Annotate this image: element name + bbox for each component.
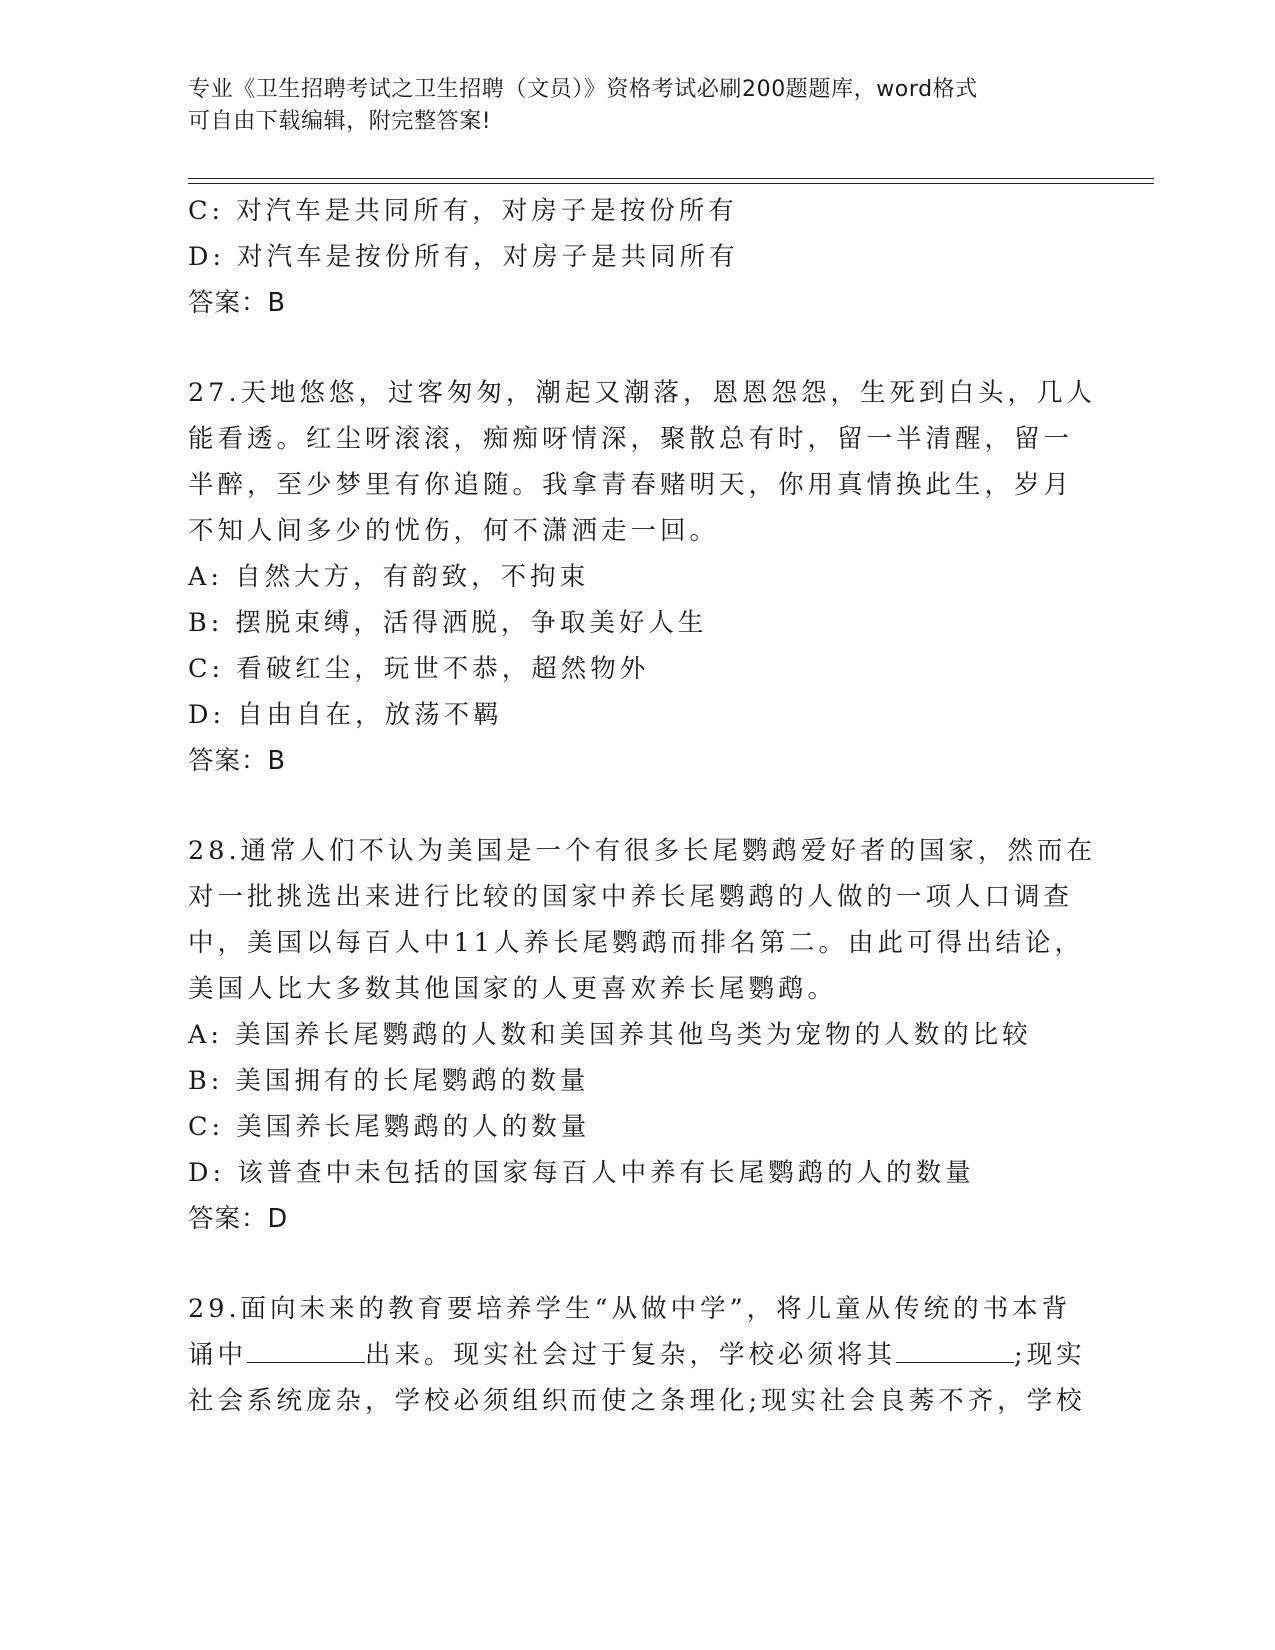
question-26-tail	[188, 188, 1088, 326]
document-header	[188, 74, 1068, 138]
stem-text: ;现实	[1014, 1340, 1086, 1370]
stem-line: 美国人比大多数其他国家的人更喜欢养长尾鹦鹉。	[188, 974, 838, 1004]
option-c: C: 对汽车是共同所有，对房子是按份所有	[188, 196, 738, 226]
question-28	[188, 828, 1097, 1242]
question-stem	[188, 370, 1097, 554]
stem-line: 能看透。红尘呀滚滚，痴痴呀情深，聚散总有时，留一半清醒，留一	[188, 424, 1074, 454]
option-d: D: 自由自在，放荡不羁	[188, 700, 503, 730]
answer-label: 答案：B	[188, 746, 286, 776]
option-d: D: 该普查中未包括的国家每百人中养有长尾鹦鹉的人的数量	[188, 1158, 975, 1188]
option-a: A: 自然大方，有韵致，不拘束	[188, 562, 590, 592]
option-b: B: 美国拥有的长尾鹦鹉的数量	[188, 1066, 590, 1096]
question-27	[188, 370, 1097, 784]
stem-line: 对一批挑选出来进行比较的国家中养长尾鹦鹉的人做的一项人口调查	[188, 882, 1074, 912]
stem-line: 29.面向未来的教育要培养学生“从做中学”，将儿童从传统的书本背	[188, 1294, 1072, 1324]
header-title-line-1: 专业《卫生招聘考试之卫生招聘（文员）》资格考试必刷200题题库，word格式	[188, 77, 978, 102]
option-a: A: 美国养长尾鹦鹉的人数和美国养其他鸟类为宠物的人数的比较	[188, 1020, 1032, 1050]
question-list	[188, 188, 1097, 1424]
stem-text: 出来。现实社会过于复杂，学校必须将其	[365, 1340, 897, 1370]
spacer	[188, 784, 1088, 828]
question-29	[188, 1286, 1088, 1424]
option-c: C: 美国养长尾鹦鹉的人的数量	[188, 1112, 591, 1142]
option-c: C: 看破红尘，玩世不恭，超然物外	[188, 654, 650, 684]
spacer	[188, 326, 1088, 370]
header-divider-top	[188, 178, 1154, 179]
fill-blank-2	[896, 1336, 1014, 1363]
question-stem	[188, 1286, 1088, 1424]
answer-label: 答案：B	[188, 288, 286, 318]
stem-text: 诵中	[188, 1340, 248, 1370]
option-b: B: 摆脱束缚，活得洒脱，争取美好人生	[188, 608, 708, 638]
answer-label: 答案：D	[188, 1204, 289, 1234]
stem-line: 不知人间多少的忧伤，何不潇洒走一回。	[188, 516, 720, 546]
stem-line: 半醉，至少梦里有你追随。我拿青春赌明天，你用真情换此生，岁月	[188, 470, 1074, 500]
header-divider-bottom	[188, 183, 1154, 184]
header-title-line-2: 可自由下载编辑，附完整答案!	[188, 109, 492, 134]
question-stem	[188, 828, 1097, 1012]
stem-line: 28.通常人们不认为美国是一个有很多长尾鹦鹉爱好者的国家，然而在	[188, 836, 1097, 866]
stem-line: 社会系统庞杂，学校必须组织而使之条理化;现实社会良莠不齐，学校	[188, 1386, 1086, 1416]
stem-line: 27.天地悠悠，过客匆匆，潮起又潮落，恩恩怨怨，生死到白头，几人	[188, 378, 1097, 408]
fill-blank-1	[247, 1336, 365, 1363]
option-d: D: 对汽车是按份所有，对房子是共同所有	[188, 242, 739, 272]
stem-line: 中，美国以每百人中11人养长尾鹦鹉而排名第二。由此可得出结论，	[188, 928, 1084, 958]
spacer	[188, 1242, 1088, 1286]
stem-line-with-blanks	[188, 1332, 1088, 1378]
